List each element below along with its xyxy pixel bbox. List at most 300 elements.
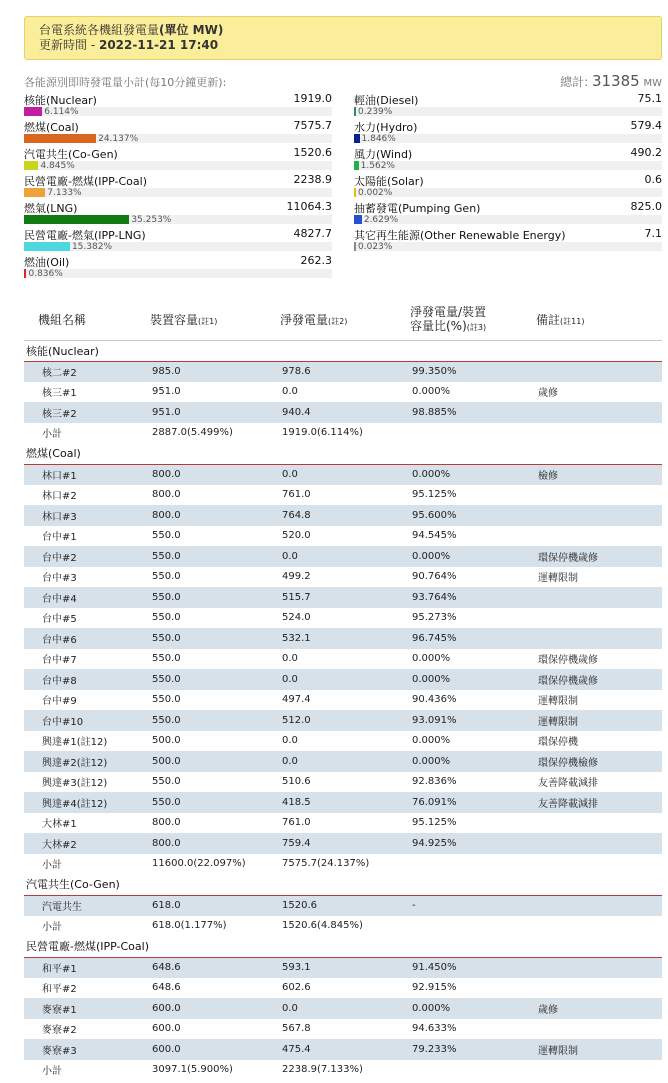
table-header-row — [24, 300, 662, 340]
unit-name-cell: 台中#4 — [24, 587, 150, 608]
energy-share-bar-fill — [354, 134, 360, 143]
ratio-cell: 92.836% — [412, 776, 457, 788]
remark-cell — [536, 978, 662, 999]
header-title — [39, 23, 661, 38]
unit-name-cell: 麥寮#2 — [42, 1025, 77, 1037]
energy-share-percent: 6.114% — [44, 107, 79, 117]
remark-cell — [536, 608, 662, 629]
energy-share-percent: 7.133% — [47, 188, 82, 198]
ratio-cell: 98.885% — [410, 402, 536, 423]
table-row — [24, 1039, 662, 1060]
unit-name-cell: 小計 — [24, 1060, 150, 1081]
table-row — [24, 731, 662, 752]
table-row — [24, 710, 662, 731]
capacity-cell: 11600.0(22.097%) — [150, 854, 280, 875]
capacity-cell: 550.0 — [152, 694, 181, 706]
energy-share-percent: 0.002% — [358, 188, 393, 198]
remark-cell — [536, 1019, 662, 1040]
unit-name-cell: 核三#1 — [42, 388, 77, 400]
net-generation-cell: 0.0 — [282, 386, 298, 398]
ratio-cell: 95.125% — [412, 489, 457, 501]
energy-share-percent: 15.382% — [71, 242, 112, 252]
net-generation-cell: 1520.6(4.845%) — [280, 916, 410, 937]
energy-source-name: 燃氣(LNG) — [24, 202, 78, 215]
capacity-cell: 2887.0(5.499%) — [150, 423, 280, 444]
energy-source-name: 核能(Nuclear) — [24, 94, 97, 107]
unit-name-cell: 大林#2 — [24, 833, 150, 854]
energy-share-bar-fill — [354, 188, 356, 197]
energy-share-percent: 0.836% — [28, 269, 63, 279]
ratio-cell: 0.000% — [410, 669, 536, 690]
net-generation-cell: 475.4 — [280, 1039, 410, 1060]
remark-cell: 歲修 — [538, 388, 558, 400]
net-generation-cell: 497.4 — [282, 694, 311, 706]
table-row — [24, 895, 662, 916]
ratio-cell: 93.091% — [410, 710, 536, 731]
group-title: 民營電廠-燃煤(IPP-Coal) — [24, 936, 662, 957]
capacity-cell: 550.0 — [150, 587, 280, 608]
net-generation-cell: 978.6 — [280, 361, 410, 382]
ratio-cell: 94.545% — [412, 530, 457, 542]
capacity-cell: 618.0(1.177%) — [150, 916, 280, 937]
ratio-cell: 93.764% — [410, 587, 536, 608]
capacity-cell: 550.0 — [150, 710, 280, 731]
table-row — [24, 1019, 662, 1040]
table-row — [24, 464, 662, 485]
remark-cell — [536, 505, 662, 526]
header-ratio-line2: 容量比(%) — [410, 318, 467, 333]
net-generation-cell: 761.0 — [282, 817, 311, 829]
header-capacity-note[interactable]: (註1) — [198, 317, 218, 327]
capacity-cell: 648.6 — [152, 982, 181, 994]
capacity-cell: 985.0 — [150, 361, 280, 382]
table-row — [24, 978, 662, 999]
header-capacity-label: 裝置容量 — [150, 313, 199, 328]
table-row — [24, 669, 662, 690]
group-title: 燃煤(Coal) — [24, 443, 662, 464]
capacity-cell: 550.0 — [150, 669, 280, 690]
remark-cell — [536, 587, 662, 608]
header-net-label: 淨發電量 — [280, 313, 329, 328]
group-header-row — [24, 443, 662, 464]
net-generation-cell: 524.0 — [282, 612, 311, 624]
energy-source-value: 4827.7 — [293, 227, 332, 240]
energy-source-item — [24, 146, 332, 173]
unit-name-cell: 和平#1 — [24, 957, 150, 978]
ratio-cell: 95.600% — [410, 505, 536, 526]
ratio-cell: 0.000% — [412, 735, 451, 747]
ratio-cell: 95.273% — [412, 612, 457, 624]
energy-source-value: 262.3 — [300, 254, 332, 267]
net-generation-cell: 0.0 — [282, 735, 298, 747]
energy-share-bar-track — [354, 242, 662, 251]
net-generation-cell: 7575.7(24.137%) — [280, 854, 410, 875]
remark-cell: 運轉限制 — [538, 696, 578, 708]
capacity-cell: 550.0 — [150, 628, 280, 649]
unit-name-cell: 興達#4(註12) — [24, 792, 150, 813]
table-row — [24, 957, 662, 978]
energy-source-value: 579.4 — [630, 119, 662, 132]
unit-name-cell: 麥寮#3 — [24, 1039, 150, 1060]
ratio-cell: 0.000% — [410, 464, 536, 485]
group-header-row — [24, 936, 662, 957]
unit-name-cell: 台中#5 — [42, 614, 77, 626]
remark-cell — [536, 833, 662, 854]
energy-share-percent: 0.239% — [358, 107, 393, 117]
energy-source-value: 490.2 — [630, 146, 662, 159]
remark-cell — [536, 526, 662, 547]
update-time-value: 2022-11-21 17:40 — [98, 38, 219, 52]
energy-source-item — [24, 173, 332, 200]
energy-share-bar-track — [24, 107, 332, 116]
energy-source-item — [354, 119, 662, 146]
ratio-cell: 0.000% — [410, 998, 536, 1019]
remark-cell: 歲修 — [536, 998, 662, 1019]
energy-source-item — [24, 200, 332, 227]
table-row — [24, 813, 662, 834]
ratio-cell: 94.925% — [410, 833, 536, 854]
net-generation-cell: 1919.0(6.114%) — [280, 423, 410, 444]
remark-cell — [536, 916, 662, 937]
net-generation-cell: 2238.9(7.133%) — [280, 1060, 410, 1081]
net-generation-cell: 759.4 — [280, 833, 410, 854]
header-remark-label: 備註 — [536, 313, 561, 328]
energy-share-bar-fill — [24, 188, 45, 197]
energy-share-bar-track — [354, 134, 662, 143]
ratio-cell: 0.000% — [410, 751, 536, 772]
header-net-note[interactable]: (註2) — [328, 317, 348, 327]
energy-source-name: 燃油(Oil) — [24, 256, 70, 269]
header-remark — [536, 300, 662, 340]
energy-share-percent: 4.845% — [40, 161, 75, 171]
remark-cell: 運轉限制 — [538, 573, 578, 585]
ratio-cell: 91.450% — [410, 957, 536, 978]
capacity-cell: 550.0 — [152, 653, 181, 665]
table-body — [24, 340, 662, 1080]
ratio-cell: 90.436% — [412, 694, 457, 706]
capacity-cell: 800.0 — [150, 464, 280, 485]
header-remark-note[interactable]: (註11) — [560, 317, 585, 327]
net-generation-cell: 0.0 — [280, 669, 410, 690]
unit-name-cell: 興達#1(註12) — [42, 737, 108, 749]
ratio-cell — [410, 916, 536, 937]
energy-share-bar-fill — [354, 107, 356, 116]
unit-name-cell: 台中#3 — [42, 573, 77, 585]
remark-cell: 環保停機檢修 — [536, 751, 662, 772]
remark-cell — [536, 423, 662, 444]
table-row — [24, 772, 662, 793]
energy-share-bar-fill — [24, 107, 42, 116]
energy-source-value: 2238.9 — [293, 173, 332, 186]
energy-share-bar-fill — [354, 215, 362, 224]
header-update-time — [39, 38, 661, 53]
ratio-cell — [410, 423, 536, 444]
capacity-cell: 500.0 — [150, 751, 280, 772]
net-generation-cell: 532.1 — [280, 628, 410, 649]
energy-share-bar-fill — [24, 215, 129, 224]
energy-source-name: 太陽能(Solar) — [354, 175, 424, 188]
capacity-cell: 550.0 — [152, 571, 181, 583]
summary-caption: 各能源別即時發電量小計(每10分鐘更新): — [24, 76, 227, 89]
energy-share-bar-track — [24, 269, 332, 278]
table-row — [24, 587, 662, 608]
energy-source-item — [24, 227, 332, 254]
energy-share-percent: 0.023% — [358, 242, 393, 252]
energy-source-value: 825.0 — [630, 200, 662, 213]
ratio-cell — [410, 1060, 536, 1081]
energy-share-bar-track — [354, 161, 662, 170]
capacity-cell: 550.0 — [152, 612, 181, 624]
unit-name-cell: 麥寮#1 — [24, 998, 150, 1019]
net-generation-cell: 520.0 — [282, 530, 311, 542]
remark-cell: 運轉限制 — [536, 710, 662, 731]
remark-cell — [536, 402, 662, 423]
capacity-cell: 800.0 — [150, 505, 280, 526]
energy-source-value: 7.1 — [644, 227, 662, 240]
capacity-cell: 800.0 — [152, 489, 181, 501]
energy-source-item — [354, 173, 662, 200]
summary-row — [24, 74, 662, 88]
capacity-cell: 550.0 — [152, 776, 181, 788]
table-row — [24, 751, 662, 772]
unit-name-cell: 林口#1 — [24, 464, 150, 485]
energy-source-value: 1520.6 — [293, 146, 332, 159]
table-row — [24, 833, 662, 854]
remark-cell: 友善降載減排 — [536, 792, 662, 813]
net-generation-cell: 418.5 — [280, 792, 410, 813]
energy-source-name: 其它再生能源(Other Renewable Energy) — [354, 229, 566, 242]
remark-cell — [536, 854, 662, 875]
net-generation-cell: 1520.6 — [280, 895, 410, 916]
table-row — [24, 567, 662, 588]
unit-name-cell: 小計 — [24, 423, 150, 444]
ratio-cell: 0.000% — [410, 546, 536, 567]
unit-name-cell: 和平#2 — [42, 984, 77, 996]
energy-share-percent: 24.137% — [98, 134, 139, 144]
remark-cell — [536, 813, 662, 834]
unit-name-cell: 小計 — [24, 854, 150, 875]
table-row — [24, 608, 662, 629]
table-row — [24, 526, 662, 547]
energy-share-bar-track — [354, 188, 662, 197]
remark-cell — [536, 628, 662, 649]
header-banner — [24, 16, 662, 60]
energy-share-bar-fill — [354, 242, 356, 251]
energy-share-bar-track — [24, 215, 332, 224]
unit-name-cell: 大林#1 — [42, 819, 77, 831]
energy-share-bar-track — [24, 188, 332, 197]
group-header-row — [24, 874, 662, 895]
energy-source-name: 民營電廠-燃氣(IPP-LNG) — [24, 229, 146, 242]
remark-cell: 環保停機歲修 — [538, 655, 598, 667]
energy-source-item — [354, 146, 662, 173]
group-title: 汽電共生(Co-Gen) — [24, 874, 662, 895]
energy-source-name: 汽電共生(Co-Gen) — [24, 148, 118, 161]
energy-source-value: 11064.3 — [286, 200, 332, 213]
unit-name-cell: 台中#10 — [24, 710, 150, 731]
capacity-cell: 550.0 — [150, 546, 280, 567]
ratio-cell: 92.915% — [412, 982, 457, 994]
table-row — [24, 998, 662, 1019]
capacity-cell: 600.0 — [150, 998, 280, 1019]
subtotal-row — [24, 423, 662, 444]
subtotal-row — [24, 1060, 662, 1081]
net-generation-cell: 0.0 — [280, 464, 410, 485]
header-net-generation — [280, 300, 410, 340]
unit-name-cell: 林口#3 — [24, 505, 150, 526]
ratio-cell — [410, 854, 536, 875]
remark-cell: 環保停機歲修 — [536, 669, 662, 690]
ratio-cell: 0.000% — [412, 653, 451, 665]
remark-cell: 友善降載減排 — [538, 778, 598, 790]
table-row — [24, 402, 662, 423]
remark-cell: 環保停機 — [538, 737, 578, 749]
energy-share-bar-fill — [24, 161, 38, 170]
net-generation-cell: 567.8 — [282, 1023, 311, 1035]
energy-source-name: 抽蓄發電(Pumping Gen) — [354, 202, 481, 215]
ratio-cell: 96.745% — [410, 628, 536, 649]
capacity-cell: 800.0 — [150, 833, 280, 854]
unit-name-cell: 林口#2 — [42, 491, 77, 503]
remark-cell — [536, 485, 662, 506]
energy-source-value: 1919.0 — [293, 92, 332, 105]
net-generation-cell: 0.0 — [280, 998, 410, 1019]
energy-source-value: 7575.7 — [293, 119, 332, 132]
energy-share-percent: 2.629% — [363, 215, 399, 225]
energy-share-bar-track — [24, 242, 332, 251]
energy-source-item — [24, 92, 332, 119]
energy-source-item — [354, 92, 662, 119]
capacity-cell: 550.0 — [150, 792, 280, 813]
remark-cell: 檢修 — [536, 464, 662, 485]
unit-name-cell: 台中#2 — [24, 546, 150, 567]
energy-share-bar-track — [24, 161, 332, 170]
unit-name-cell: 台中#9 — [42, 696, 77, 708]
energy-source-name: 水力(Hydro) — [354, 121, 418, 134]
energy-share-percent: 1.562% — [360, 161, 395, 171]
unit-name-cell: 台中#7 — [42, 655, 77, 667]
ratio-cell: 94.633% — [412, 1023, 457, 1035]
header-ratio-line1: 淨發電量/裝置 — [410, 304, 487, 319]
table-row — [24, 361, 662, 382]
remark-cell — [536, 1060, 662, 1081]
table-row — [24, 690, 662, 711]
update-time-label: 更新時間 - — [39, 38, 99, 52]
capacity-cell: 500.0 — [152, 735, 181, 747]
energy-source-list-left — [24, 92, 332, 281]
subtotal-row — [24, 854, 662, 875]
ratio-cell: 90.764% — [412, 571, 457, 583]
energy-source-name: 風力(Wind) — [354, 148, 413, 161]
net-generation-cell: 512.0 — [280, 710, 410, 731]
energy-share-bar-fill — [24, 134, 96, 143]
net-generation-cell: 602.6 — [282, 982, 311, 994]
unit-name-cell: 台中#6 — [24, 628, 150, 649]
table-row — [24, 649, 662, 670]
remark-cell — [536, 957, 662, 978]
unit-name-cell: 興達#3(註12) — [42, 778, 108, 790]
energy-source-list-right — [354, 92, 662, 254]
group-title: 核能(Nuclear) — [24, 340, 662, 361]
net-generation-cell: 0.0 — [282, 653, 298, 665]
capacity-cell: 648.6 — [150, 957, 280, 978]
ratio-cell: 95.125% — [412, 817, 457, 829]
remark-cell: 運轉限制 — [536, 1039, 662, 1060]
ratio-cell: - — [410, 895, 536, 916]
energy-share-bar-track — [354, 107, 662, 116]
ratio-cell: 99.350% — [410, 361, 536, 382]
header-capacity — [150, 300, 280, 340]
header-ratio — [410, 300, 536, 340]
total-summary — [560, 72, 662, 90]
energy-source-item — [24, 119, 332, 146]
capacity-cell: 600.0 — [152, 1023, 181, 1035]
net-generation-cell: 515.7 — [280, 587, 410, 608]
ratio-cell: 76.091% — [410, 792, 536, 813]
energy-source-name: 輕油(Diesel) — [354, 94, 419, 107]
capacity-cell: 3097.1(5.900%) — [150, 1060, 280, 1081]
table-row — [24, 382, 662, 403]
net-generation-cell: 764.8 — [280, 505, 410, 526]
header-unit: (單位 MW) — [159, 23, 224, 37]
total-unit: MW — [643, 78, 662, 89]
energy-share-percent: 35.253% — [131, 215, 172, 225]
net-generation-cell: 0.0 — [280, 546, 410, 567]
energy-source-value: 75.1 — [637, 92, 662, 105]
energy-share-bar-track — [24, 134, 332, 143]
ratio-cell: 79.233% — [410, 1039, 536, 1060]
header-ratio-note[interactable]: (註3) — [466, 322, 487, 332]
capacity-cell: 550.0 — [152, 530, 181, 542]
capacity-cell: 951.0 — [150, 402, 280, 423]
energy-source-item — [24, 254, 332, 281]
remark-cell — [536, 895, 662, 916]
subtotal-row — [24, 916, 662, 937]
capacity-cell: 800.0 — [152, 817, 181, 829]
energy-share-bar-fill — [24, 242, 70, 251]
energy-source-item — [354, 227, 662, 254]
table-row — [24, 546, 662, 567]
energy-source-name: 民營電廠-燃煤(IPP-Coal) — [24, 175, 147, 188]
header-title-text: 台電系統各機組發電量 — [39, 23, 160, 37]
net-generation-cell: 593.1 — [280, 957, 410, 978]
generation-unit-table — [24, 300, 662, 1080]
table-row — [24, 628, 662, 649]
energy-share-bar-track — [354, 215, 662, 224]
total-value: 31385 — [591, 72, 640, 90]
energy-share-percent: 1.846% — [361, 134, 396, 144]
unit-name-cell: 汽電共生 — [24, 895, 150, 916]
energy-source-name: 燃煤(Coal) — [24, 121, 79, 134]
group-header-row — [24, 340, 662, 361]
unit-name-cell: 興達#2(註12) — [24, 751, 150, 772]
remark-cell: 環保停機歲修 — [536, 546, 662, 567]
energy-source-value: 0.6 — [644, 173, 662, 186]
energy-share-bar-fill — [24, 269, 26, 278]
table-row — [24, 792, 662, 813]
remark-cell — [536, 361, 662, 382]
net-generation-cell: 499.2 — [282, 571, 311, 583]
capacity-cell: 618.0 — [150, 895, 280, 916]
unit-name-cell: 台中#8 — [24, 669, 150, 690]
unit-name-cell: 核三#2 — [24, 402, 150, 423]
capacity-cell: 951.0 — [152, 386, 181, 398]
total-label: 總計: — [560, 75, 589, 89]
energy-share-bar-fill — [354, 161, 359, 170]
net-generation-cell: 0.0 — [280, 751, 410, 772]
unit-name-cell: 小計 — [24, 916, 150, 937]
ratio-cell: 0.000% — [412, 386, 451, 398]
